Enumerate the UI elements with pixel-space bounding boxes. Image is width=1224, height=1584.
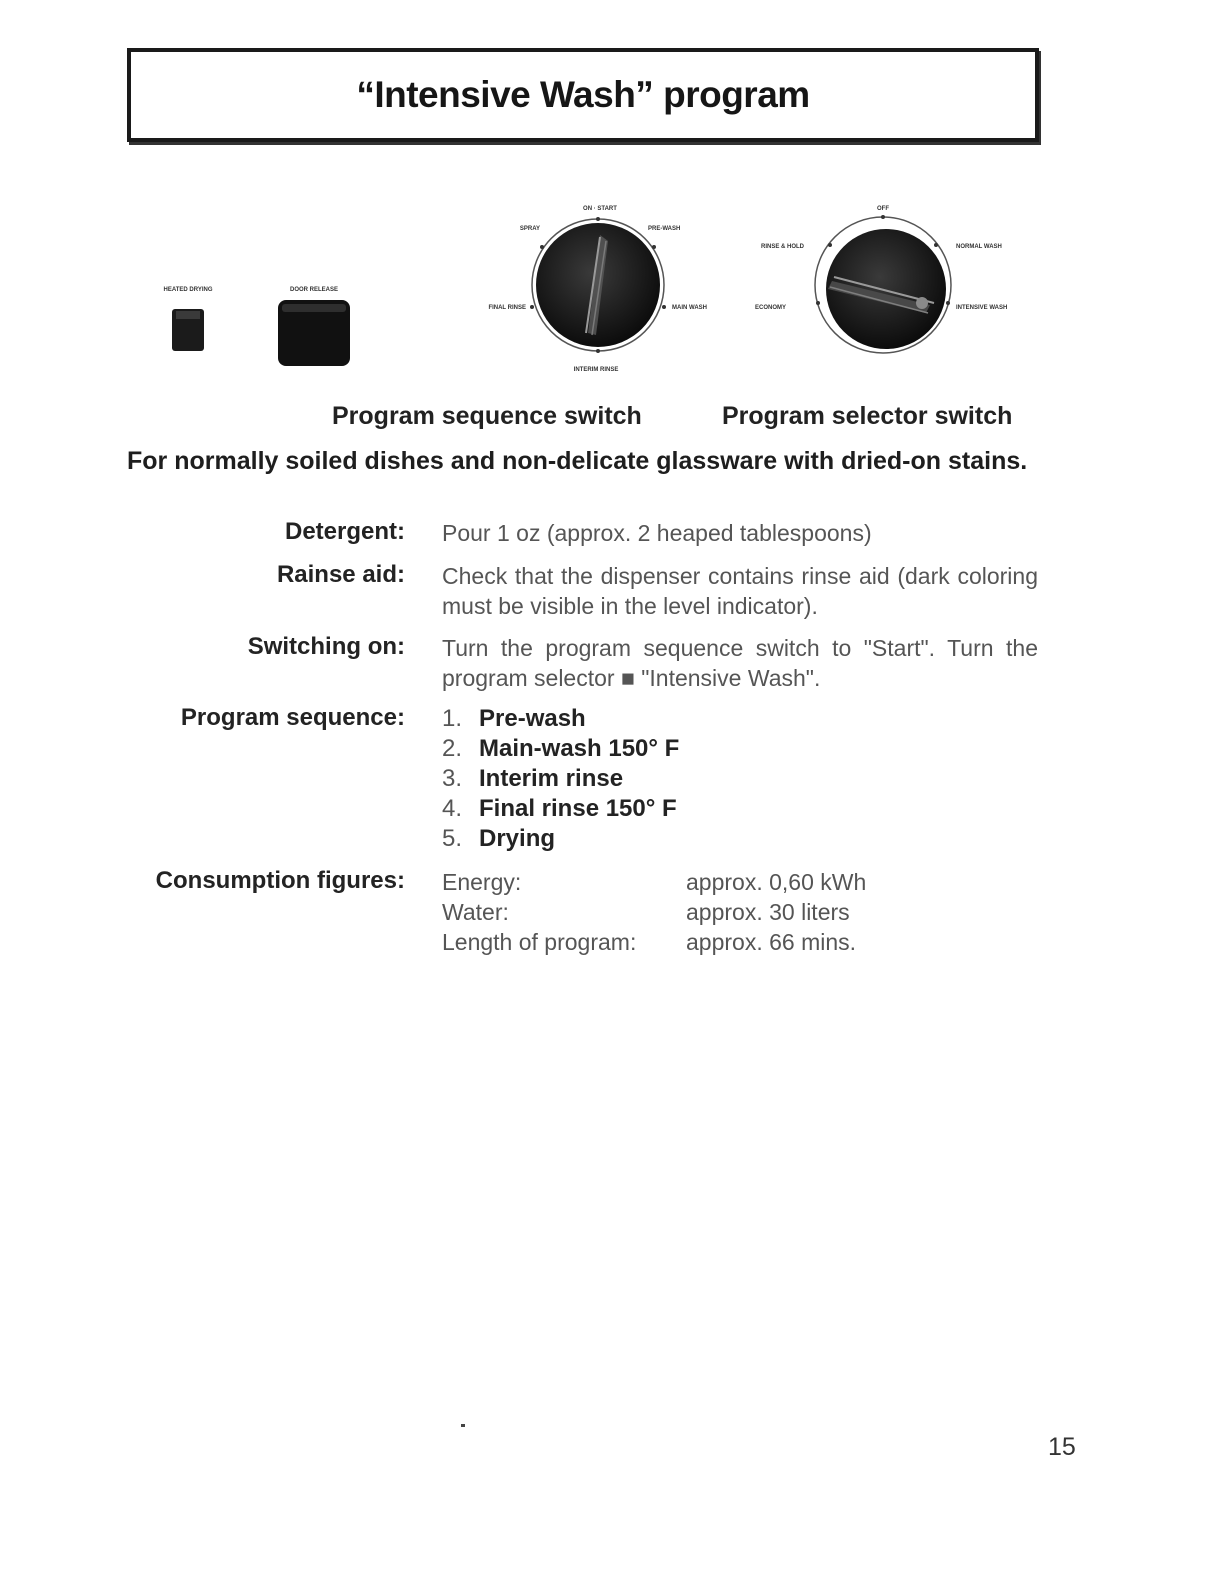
sequence-step: 3. Interim rinse <box>442 765 624 792</box>
sequence-step: 1. Pre-wash <box>442 705 586 732</box>
sequence-step: 2. Main-wash 150° F <box>442 735 680 762</box>
control-panel-illustration <box>130 185 1040 390</box>
page-number: 15 <box>1048 1433 1076 1461</box>
caption-selector-switch: Program selector switch <box>722 402 1013 430</box>
consumption-item: Length of program: approx. 66 mins. <box>442 929 857 955</box>
heated-drying-button[interactable] <box>172 309 204 351</box>
sequence-step: 5. Drying <box>442 825 556 852</box>
page-title: “Intensive Wash” program <box>356 74 810 115</box>
consumption-item: Energy: approx. 0,60 kWh <box>442 869 867 895</box>
sel-label-top-left: RINSE & HOLD <box>760 244 804 250</box>
rinse-aid-label: Rainse aid: <box>276 561 405 588</box>
program-sequence-dial[interactable] <box>530 217 666 353</box>
title-box <box>127 48 1039 142</box>
print-speck <box>461 1424 465 1427</box>
consumption-item: Water: approx. 30 liters <box>442 899 850 925</box>
seq-label-right: MAIN WASH <box>672 305 707 311</box>
switching-on-value: Turn the program sequence switch to "Start". Turn the program selector ■ "Intensive Wash". <box>442 635 1038 691</box>
switching-on-label: Switching on: <box>247 633 405 660</box>
caption-sequence-switch: Program sequence switch <box>332 402 642 430</box>
detergent-value: Pour 1 oz (approx. 2 heaped tablespoons) <box>442 520 872 546</box>
rinse-aid-value: Check that the dispenser contains rinse aid (dark coloring must be visible in the level indicator). <box>442 563 1038 619</box>
program-sequence-label: Program sequence: <box>180 704 405 731</box>
program-sequence-value <box>442 704 1038 854</box>
intro-text: For normally soiled dishes and non-delicate glassware with dried-on stains. <box>127 447 1028 475</box>
heated-drying-label: HEATED DRYING <box>163 287 213 293</box>
door-release-button[interactable] <box>278 300 350 366</box>
sel-label-top: OFF <box>877 206 889 212</box>
seq-label-top: ON · START <box>583 206 617 212</box>
program-selector-dial[interactable] <box>815 215 951 353</box>
sel-label-right: INTENSIVE WASH <box>956 305 1008 311</box>
sel-label-top-right: NORMAL WASH <box>956 244 1002 250</box>
seq-label-bottom: INTERIM RINSE <box>573 367 619 373</box>
detergent-label: Detergent: <box>284 518 405 545</box>
program-sequence-list <box>442 704 1038 854</box>
seq-label-top-left: SPRAY <box>519 226 540 232</box>
consumption-label: Consumption figures: <box>155 867 405 894</box>
sel-label-left: ECONOMY <box>754 305 786 311</box>
door-release-label: DOOR RELEASE <box>289 287 339 293</box>
sequence-step: 4. Final rinse 150° F <box>442 795 677 822</box>
seq-label-left: FINAL RINSE <box>488 305 526 311</box>
seq-label-top-right: PRE-WASH <box>648 226 681 232</box>
consumption-table <box>442 867 1002 957</box>
